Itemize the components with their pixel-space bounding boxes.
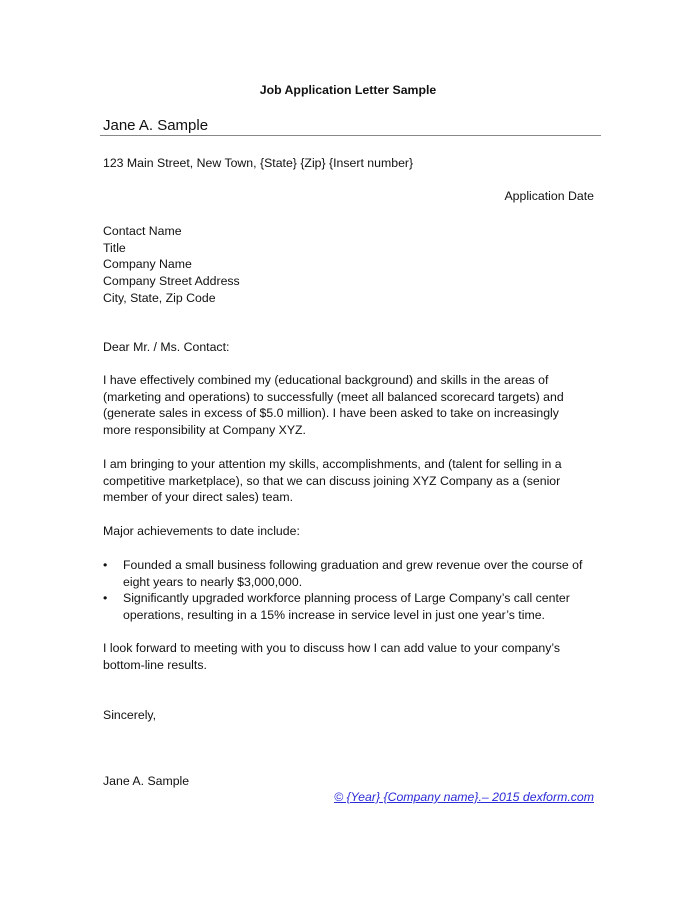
paragraph-2 [103, 456, 562, 506]
text-line: (marketing and operations) to successfully (meet all balanced scorecard targets) and [103, 389, 564, 404]
list-item [103, 557, 582, 590]
sender-address: 123 Main Street, New Town, {State} {Zip} {Insert number} [103, 156, 414, 170]
achievements-intro: Major achievements to date include: [103, 524, 300, 538]
text-line: member of your direct sales) team. [103, 490, 293, 505]
text-line: I have effectively combined my (educational background) and skills in the areas of [103, 373, 549, 387]
text-line: Significantly upgraded workforce planning process of Large Company’s call center [123, 591, 570, 606]
text-line: Founded a small business following graduation and grew revenue over the course of [123, 558, 583, 572]
recipient-line: Company Street Address [103, 274, 240, 289]
achievements-list [103, 557, 582, 624]
text-line: bottom-line results. [103, 657, 207, 672]
text-line: I am bringing to your attention my skills, accomplishments, and (talent for selling in a [103, 457, 562, 471]
application-date: Application Date [504, 189, 594, 203]
closing: Sincerely, [103, 708, 157, 722]
recipient-line: Company Name [103, 257, 192, 272]
text-line: operations, resulting in a 15% increase in service level in just one year’s time. [123, 608, 545, 623]
text-line: more responsibility at Company XYZ. [103, 423, 306, 438]
text-line: I look forward to meeting with you to discuss how I can add value to your company’s [103, 641, 561, 655]
sender-name: Jane A. Sample [103, 117, 209, 134]
recipient-line: City, State, Zip Code [103, 290, 216, 305]
text-line: competitive marketplace), so that we can discuss joining XYZ Company as a (senior [103, 473, 561, 488]
footer-copyright-link[interactable]: © {Year} {Company name}.– 2015 dexform.com [334, 790, 594, 804]
list-item [103, 590, 582, 623]
bullet-icon: • [103, 591, 108, 606]
recipient-block [103, 223, 240, 306]
signature-name: Jane A. Sample [103, 774, 190, 788]
bullet-icon: • [103, 558, 108, 572]
salutation: Dear Mr. / Ms. Contact: [103, 340, 230, 354]
recipient-line: Contact Name [103, 224, 182, 238]
text-line: eight years to nearly $3,000,000. [123, 574, 303, 589]
recipient-line: Title [103, 240, 126, 255]
document-title: Job Application Letter Sample [259, 83, 437, 97]
header-divider [100, 135, 601, 136]
text-line: (generate sales in excess of $5.0 million). I have been asked to take on increasingly [103, 406, 559, 421]
paragraph-3 [103, 640, 560, 673]
paragraph-1 [103, 372, 564, 439]
